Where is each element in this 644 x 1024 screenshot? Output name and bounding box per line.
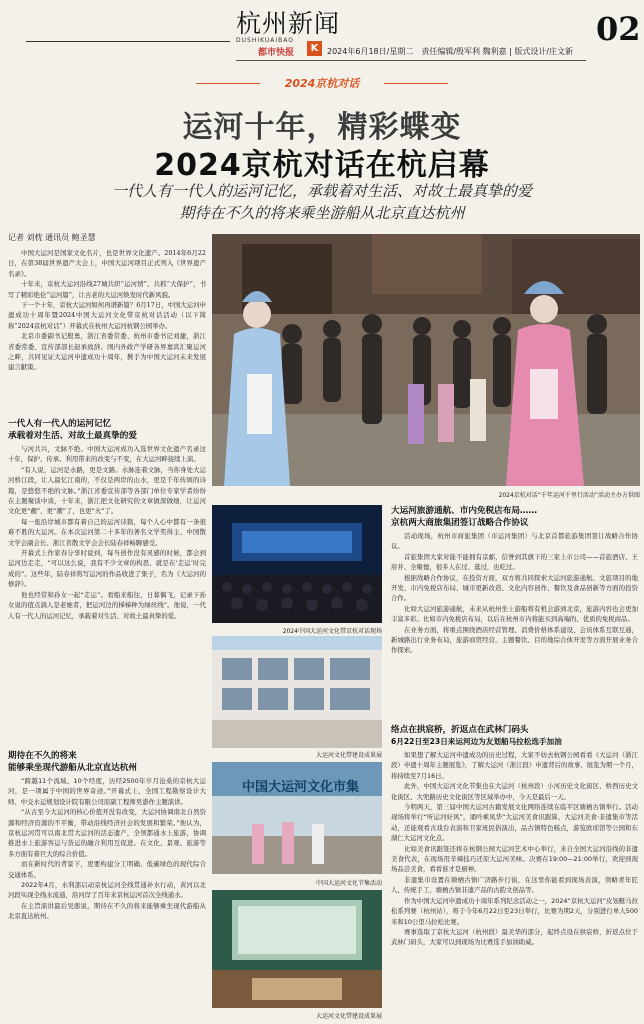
- section2-title: 能够乘坐现代游船从北京直达杭州: [8, 763, 137, 773]
- section2-paragraph: 2022年4月，水利部启动京杭运河全线贯通补水行动，黄河以北河段实现全线水流通，沿河岸了百年来京杭运河首次全线通水。: [8, 881, 206, 900]
- section2-paragraph: 在主旨演讲最后吴澎说，期待在不久的将来能够乘坐现代游船从北京直达杭州。: [8, 901, 206, 921]
- section2: [8, 750, 206, 1020]
- section4-title: 络点在拱宸桥，折返点在武林门码头: [391, 725, 529, 735]
- brand-name: 都市快报: [258, 48, 295, 58]
- section1-paragraph: 开幕式上作家春分享时说到，每当创作没有灵感的时候，都会到运河边走走，“可以这么说，我有不少文章的构思，就是在‘走运’时完成的”。这些年，陆春祥将写运河的作品收进了集子，名为《大运河的修辞》。: [8, 549, 206, 589]
- byline: 记者 刘枕 通讯员 鲍圣慧: [8, 233, 96, 242]
- intro-paragraph: 中国大运河是国家文化名片，也是世界文化遗产。2014年6月22日，在第38届世界遗产大会上，中国大运河项目正式列入《世界遗产名录》。: [8, 249, 206, 278]
- section1-paragraph: 与河共兴，文脉不绝。中国大运河成功入选世界文化遗产名录这十年，保护、传承、利用带来的改变与不变，在大运河畔接续上演。: [8, 445, 206, 464]
- masthead-pinyin: DUSHIKUAIBAO: [236, 37, 294, 44]
- section1-paragraph: 他也经常和孙女一起“走运”。看船来船往，日暮偶飞，记录下孙女说的值点滴人是老她者，把运河边的梯梯种为绿丝线”。他说，一代人有一代人的运河记忆，承载着对生活、对故土最真挚的爱。: [8, 590, 206, 620]
- section4-paragraph: 如果想了解大运河申遗成功的历史过程，大家不妨去杭钢公园看看《大运河（浙江段）申遗十周年主题展览》，了解大运河（浙江段）申遗背后的故事，展览为期一个月，将持续至7月16日。: [391, 751, 638, 780]
- section1-title: 承载着对生活、对故土最真挚的爱: [8, 431, 137, 441]
- photo-exhibit-2-caption: 大运河文化带建设成果展: [315, 1013, 382, 1020]
- section4-title: 6月22日至23日来运河边为友划船马拉松选手加油: [391, 737, 562, 746]
- intro-text: [8, 248, 206, 412]
- section4-paragraph: 比如美食讯跟签还将在杭钢公园大运河艺术中心举行，来自全国大运河沿线的非遗美食代表，在现场用辛辣技巧还原大运河美味。决赛在19:00—21:00举行，欢迎到现场品尝美食，看看谁才是厨神。: [391, 844, 638, 874]
- section3-title: 大运河旅游通航、市内免税店布局……: [391, 506, 538, 516]
- photo-exhibit-2-image: [212, 890, 382, 1008]
- section1: [8, 418, 206, 746]
- masthead: [0, 0, 644, 66]
- kicker: 2024京杭对话: [284, 77, 360, 90]
- photo-exhibit-1-image: [212, 636, 382, 748]
- section2-title: 期待在不久的将来: [8, 751, 77, 761]
- section3: [391, 505, 638, 717]
- section4-body: [391, 750, 638, 1022]
- section3-paragraph: 根据战略合作协议，在投资方面，双方将共同探索大运河旅游通航、文旅项目的地开发、市内免税店布局、城市更新改造、文化内容创作、餐饮及食品创新等方面的投资合作。: [391, 573, 638, 603]
- section4-paragraph: 赛事选取了京杭大运河（杭州段）最美华的部分，起终点设在拱宸桥，折返点位于武林门码头，大家可以到现场为比赛选手加油助威。: [391, 927, 638, 947]
- section2-paragraph: 而在新时代的背景下，更要构建分工明确、低碳绿色的现代综合交通体系。: [8, 860, 206, 879]
- subheadline-line2: 期待在不久的将来乘坐游船从北京直达杭州: [179, 204, 465, 222]
- photo-exhibit-1: [212, 636, 382, 748]
- section4-paragraph: 非遗集市设置在塘栖古镇广济路步行街，在这里你能看到现场表演，领略青年匠人、传统手工、塘栖古镇非遗产品的古韵文创品等。: [391, 875, 638, 895]
- intro-paragraph: 北京市委副书记殷勇，浙江省委常委、杭州市委书记刘捷，浙江省委常委、宣传部部长赵承致辞。国内外政产学研各界嘉宾汇聚运河之畔，共同见证大运河申遗成功十周年，携手为中国大运河未来发展建言献策。: [8, 332, 206, 372]
- section2-paragraph: “从古至今大运河的核心价值开没有改变，大运河协调南北自然资源和经济资源的不平衡，带动沿线经济社会的发展和繁荣。”他认为，京杭运河贯可以南北贯大运河的活态遗产，全领都通水上旅游，协调推进水上旅游客运与货运的融合利用互促进。在文化、景观、旅游等多方面有着巨大的综合价值。: [8, 808, 206, 858]
- photo-market-caption: 中国大运河文化节集活动: [315, 880, 382, 887]
- section3-title: 京杭两大商旅集团签订战略合作协议: [391, 518, 529, 528]
- section3-paragraph: 首旅集团大家对能不能拥有京邮，信誉到其旗下的三家上市公司——首旅酒店、王府井、全聚德，很多人在过、逛过，也吃过。: [391, 552, 638, 572]
- headline-line1: 运河十年，精彩蝶变: [182, 110, 462, 145]
- page-number: 02: [596, 10, 641, 48]
- section3-paragraph: 比如大运河旅游通航，未来从杭州坐上游船将有机会游到北京，旅游内容也会更加丰富多彩。比如市内免税店布局，以后在杭州市内将能买到高端的、优质的免税商品。: [391, 604, 638, 624]
- section3-body: [391, 531, 638, 717]
- section1-paragraph: 每一座沿岸城市都有着自己的运河诗篇，每个人心中都有一条很难不胜的大运河。在本次运河第二十多年的著名文学奖得主、中国散文学会副会长、浙江省散文学会会长陆春祥畅聊感受。: [8, 517, 206, 547]
- intro-paragraph: 十年来，京杭大运河沿线27城共织“运河情”、共抓“大保护”，书写了精彩绝伦“运河篇”，让古老的大运河焕发时代新风貌。: [8, 280, 206, 299]
- masthead-rule-left: [26, 41, 230, 42]
- section2-paragraph: “跨越11个流域、10个经度，历经2500年岁月沧桑的京杭大运河，是一项属于中国的世界奇迹。”开幕式上，全国工程勘察设计大师、中交水运规划设计院有限公司原副工程师吴澎作主题演讲。: [8, 777, 206, 806]
- intro-paragraph: 下一个十年，京杭大运河如何再谱新篇？6月17日，中国大运河申遗成功十周年暨2024中国大运河文化带京杭对话活动（以下简称“2024京杭对话”）开幕式在杭州大运河杭钢公园举办。: [8, 301, 206, 330]
- market-sign: 中国大运河文化市集: [242, 780, 360, 795]
- headline-line2: 2024京杭对话在杭启幕: [154, 148, 490, 183]
- section4: [391, 724, 638, 1022]
- subheadline-line1: 一代人有一代人的运河记忆，承载着对生活、对故土最真挚的爱: [111, 182, 532, 200]
- photo-stage: [212, 505, 382, 623]
- section4-paragraph: 今明两天，第三届中国大运河古籍发展文化网络连续在临平区塘栖古镇举行。活动现场将举行“听运河好风”，诵吟乘凤华”大运河美食讯跟算、大运河美食·非遗集市等活动，还能观看古戏台表演和卫家班民俗演出，品古镇特色糕点，游览欧瑶馆等公园和东湖仁大运河文化点。: [391, 803, 638, 843]
- photo-market: [212, 762, 382, 874]
- masthead-rule: [236, 60, 586, 61]
- section1-title: 一代人有一代人的运河记忆: [8, 419, 112, 429]
- section3-paragraph: 活动现场，杭州市商旅集团（市运河集团）与北京首都旅游集团签订战略合作协议。: [391, 532, 638, 551]
- photo-performers: [212, 234, 640, 486]
- brand-logo-icon: K: [307, 41, 322, 56]
- photo-exhibit-2: [212, 890, 382, 1008]
- photo-performers-image: [212, 234, 640, 486]
- section2-body: [8, 776, 206, 1020]
- section4-paragraph: 此外，中国大运河文化节集也在大运河（杭州段）小河历史文化街区、桥西历史文化街区、大兜路历史文化街区等区域举办中，今天是最后一天。: [391, 782, 638, 801]
- photo-stage-image: [212, 505, 382, 623]
- issue-meta: 2024年6月18日/星期二 责任编辑/殷军利 魏利嘉 | 版式设计/庄文新: [327, 47, 574, 56]
- photo-exhibit-1-caption: 大运河文化带建设成果展: [315, 752, 382, 759]
- section3-paragraph: 在业务方面，将重点围绕酒店经营管理、消费价格体系建设、会员体系互联互通，新城路出行业务布局，旅游商贸经营，主题餐饮、目的地综合体开发等方面开展业务合作探索。: [391, 625, 638, 655]
- section4-paragraph: 作为中国大运河申遗成功十周年系列纪念活动之一，2024“京杭大运河”皮划艇马拉松系列赛（杭州站），将于今年6月22日至23日举行，比赛为期2天，分别进行单人500米和10公里马拉松比赛。: [391, 896, 638, 926]
- section1-paragraph: “有人说，运河是水路，更是文路。水脉连着文脉，当你身处大运河桥江段，让人最忆江南的，不仅是两岸的山水，更是千年传颂的诗篇，是悠悠不绝的文脉。”浙江省委宣传部等各部门单位专家学者纷纷在主题聚谈中谈，十年来，浙江把文化研究的文章做深做细，让运河文化更“靓”、更“潮”了，也更“火”了。: [8, 465, 206, 516]
- photo-stage-caption: 2024中国大运河文化带京杭对话现场: [282, 628, 382, 635]
- section1-body: [8, 444, 206, 746]
- photo-performers-caption: 2024京杭对话“千年运河千里行活动”活动主办方供图: [498, 492, 640, 499]
- section-title: 杭州新闻: [236, 9, 341, 38]
